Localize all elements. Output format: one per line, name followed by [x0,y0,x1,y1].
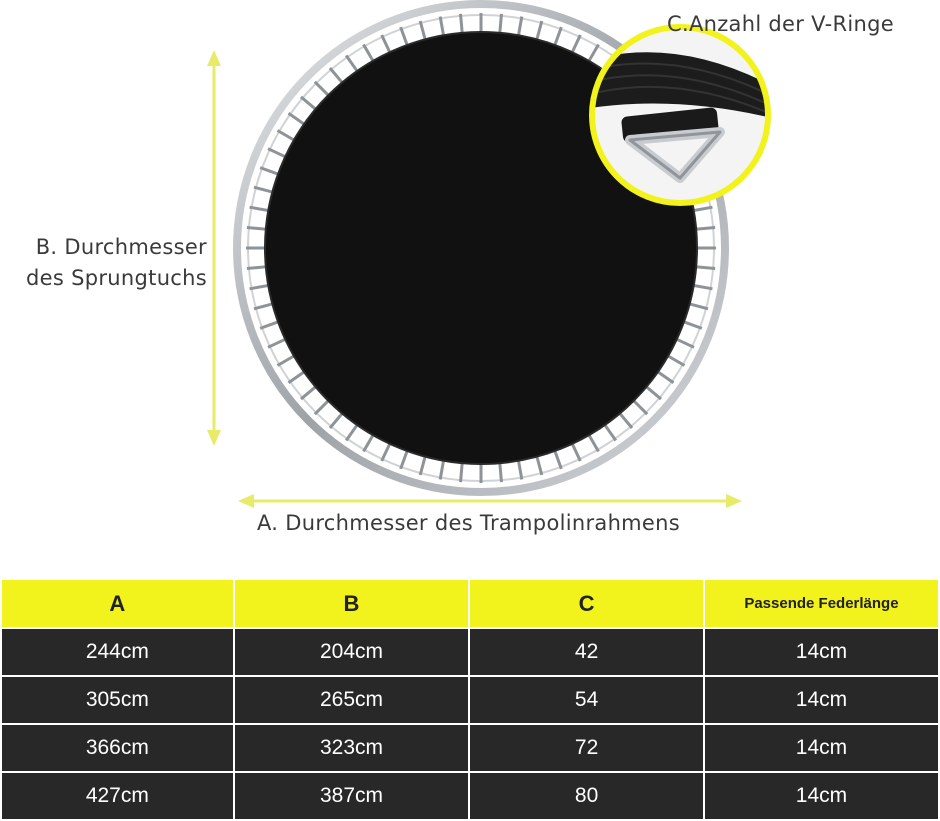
cell-c: 80 [469,772,704,820]
header-a: A [1,579,234,628]
v-ring-zoom-callout [590,27,780,203]
label-v-rings: C.Anzahl der V-Ringe [667,12,894,36]
cell-spring-length: 14cm [704,772,939,820]
spring [500,461,502,482]
vertical-dimension-arrow [207,50,221,446]
spring [500,14,502,35]
cell-b: 323cm [234,724,470,772]
spring [461,14,463,35]
spring [461,461,463,482]
table-header-row [1,579,939,628]
label-mat-diameter [22,232,207,294]
spring [694,228,715,230]
cell-spring-length: 14cm [704,676,939,724]
label-frame-diameter: A. Durchmesser des Trampolinrahmens [257,511,681,535]
cell-a: 244cm [1,628,234,676]
label-mat-diameter-line1: B. Durchmesser [35,235,207,259]
cell-b: 387cm [234,772,470,820]
table-row [1,628,939,676]
cell-b: 265cm [234,676,470,724]
cell-a: 305cm [1,676,234,724]
cell-c: 42 [469,628,704,676]
cell-b: 204cm [234,628,470,676]
table-row [1,772,939,820]
cell-c: 54 [469,676,704,724]
header-c: C [469,579,704,628]
cell-spring-length: 14cm [704,724,939,772]
cell-c: 72 [469,724,704,772]
cell-a: 366cm [1,724,234,772]
spring [247,228,268,230]
horizontal-dimension-arrow [238,494,742,508]
table-row [1,724,939,772]
spring [694,267,715,269]
table-row [1,676,939,724]
size-table [0,578,940,821]
label-mat-diameter-line2: des Sprungtuchs [26,266,207,290]
cell-spring-length: 14cm [704,628,939,676]
spring [247,267,268,269]
cell-a: 427cm [1,772,234,820]
header-spring-length: Passende Federlänge [704,579,939,628]
header-b: B [234,579,470,628]
